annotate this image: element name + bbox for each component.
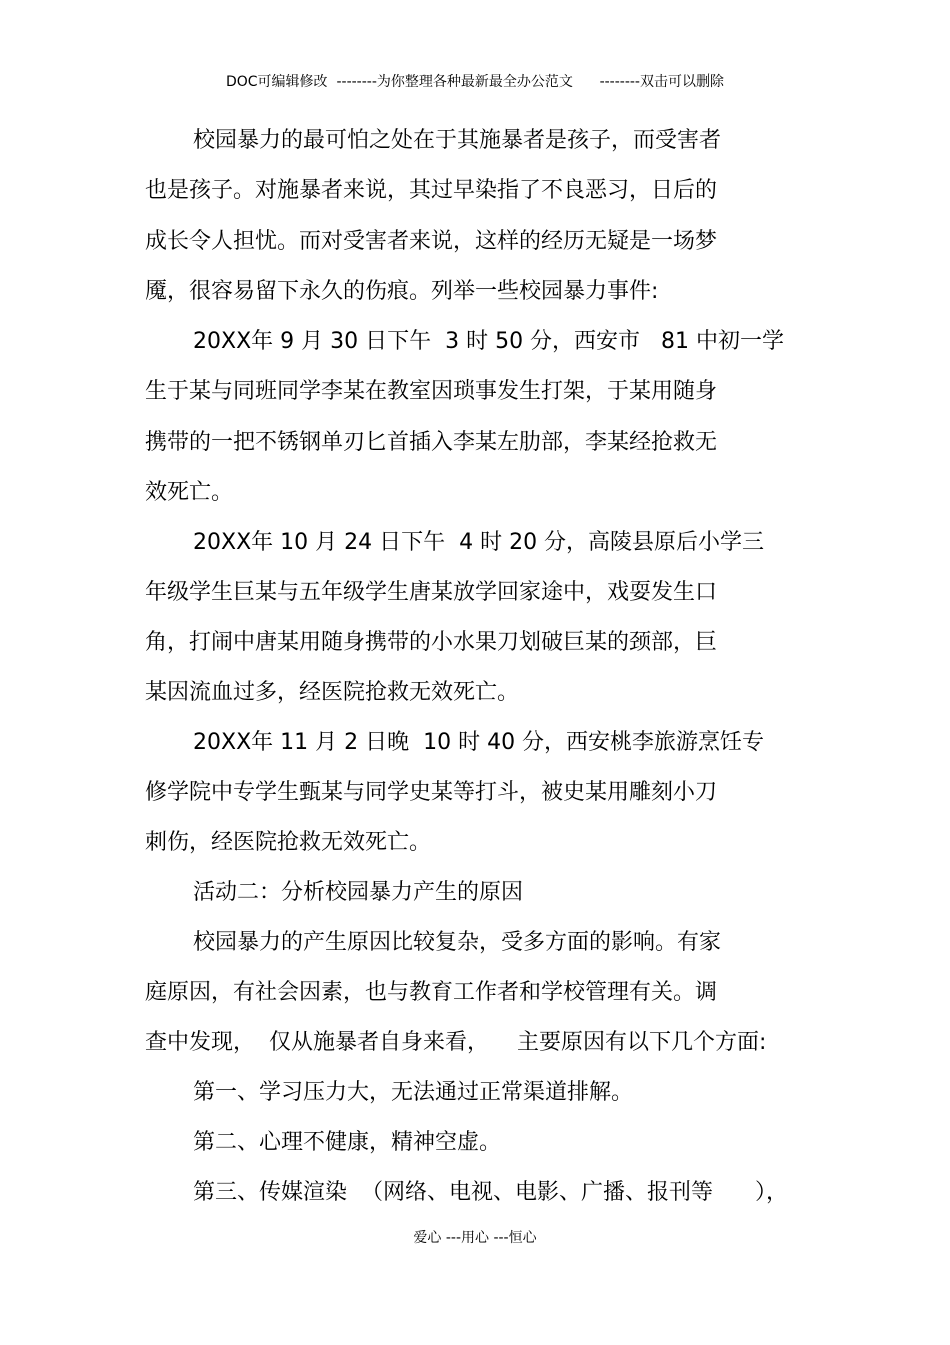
text-line: 20XX年 9 月 30 日下午 3 时 50 分，西安市 81 中初一学 xyxy=(193,329,785,354)
text-line: 校园暴力的产生原因比较复杂，受多方面的影响。有家 xyxy=(193,930,722,955)
text-line: 成长令人担忧。而对受害者来说，这样的经历无疑是一场梦 xyxy=(145,229,718,254)
text-line: 20XX年 10 月 24 日下午 4 时 20 分，高陵县原后小学三 xyxy=(193,530,765,555)
section-heading: 活动二：分析校园暴力产生的原因 xyxy=(193,880,524,905)
text-line: 角，打闹中唐某用随身携带的小水果刀划破巨某的颈部，巨 xyxy=(145,630,718,655)
text-line: 某因流血过多，经医院抢救无效死亡。 xyxy=(145,680,520,705)
text-line: 第二、心理不健康，精神空虚。 xyxy=(193,1130,502,1155)
text-line: 庭原因，有社会因素，也与教育工作者和学校管理有关。调 xyxy=(145,980,718,1005)
text-line: 生于某与同班同学李某在教室因琐事发生打架，于某用随身 xyxy=(145,379,718,404)
text-line: 修学院中专学生甄某与同学史某等打斗，被史某用雕刻小刀 xyxy=(145,780,718,805)
text-line: 携带的一把不锈钢单刃匕首插入李某左肋部，李某经抢救无 xyxy=(145,430,718,455)
text-line: 刺伤，经医院抢救无效死亡。 xyxy=(145,830,432,855)
text-line: 效死亡。 xyxy=(145,480,234,505)
text-line: 年级学生巨某与五年级学生唐某放学回家途中，戏耍发生口 xyxy=(145,580,718,605)
text-line: 魇，很容易留下永久的伤痕。列举一些校园暴力事件: xyxy=(145,279,659,304)
text-line: 也是孩子。对施暴者来说，其过早染指了不良恶习，日后的 xyxy=(145,178,718,203)
text-line: 第一、学习压力大，无法通过正常渠道排解。 xyxy=(193,1080,634,1105)
text-line: 第三、传媒渲染 （网络、电视、电影、广播、报刊等 ）， xyxy=(193,1180,788,1205)
page-header: DOC可编辑修改 --------为你整理各种最新最全办公范文 --------双击可以删除 xyxy=(225,74,724,90)
text-line: 查中发现， 仅从施暴者自身来看， 主要原因有以下几个方面: xyxy=(145,1030,767,1055)
text-line: 20XX年 11 月 2 日晚 10 时 40 分，西安桃李旅游烹饪专 xyxy=(193,730,765,755)
text-line: 校园暴力的最可怕之处在于其施暴者是孩子，而受害者 xyxy=(193,128,722,153)
page-footer: 爱心 ---用心 ---恒心 xyxy=(413,1230,537,1246)
